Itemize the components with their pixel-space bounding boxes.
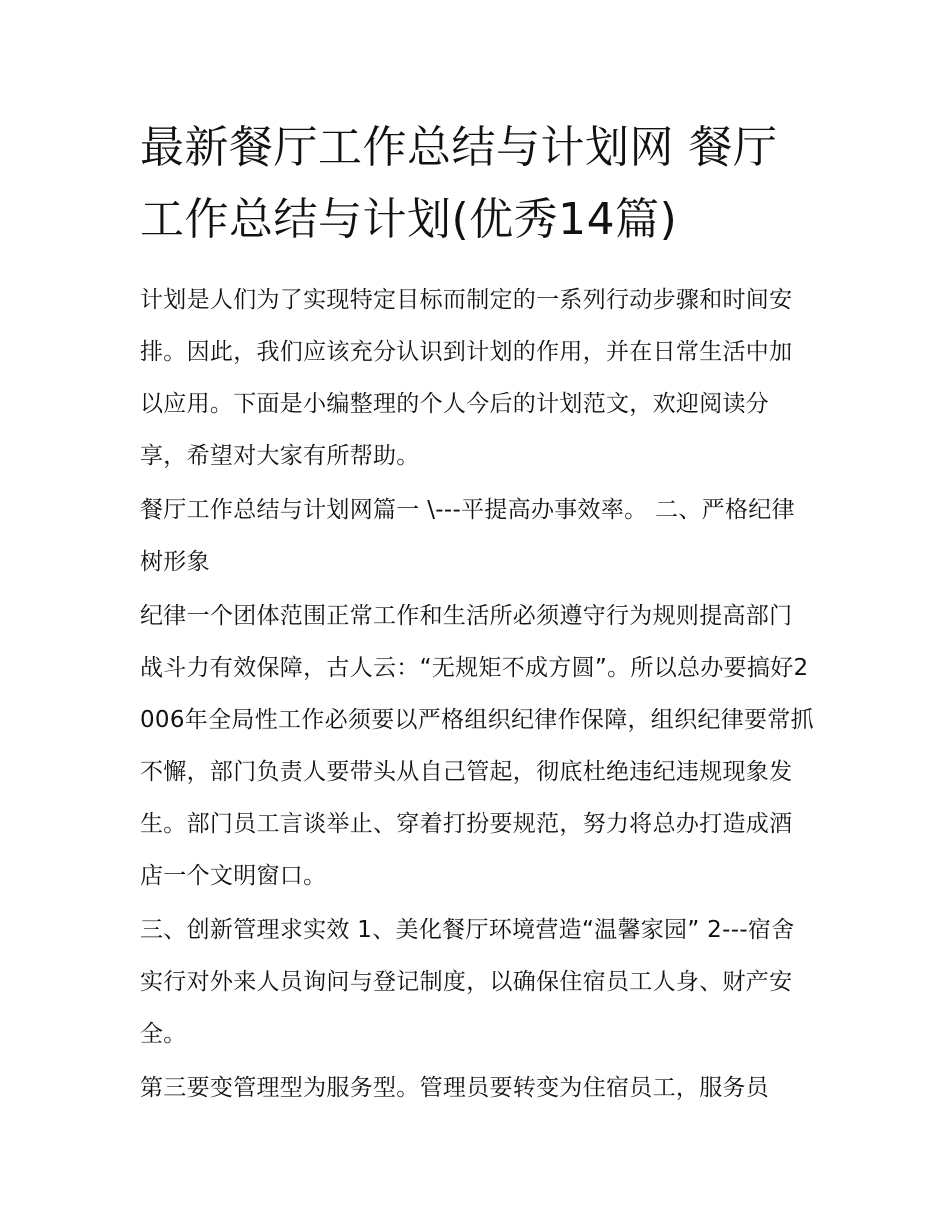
document-body [140, 112, 815, 1116]
paragraph-section-one: 餐厅工作总结与计划网篇一 \---平提高办事效率。 二、严格纪律树形象 [140, 497, 795, 575]
document-title: 最新餐厅工作总结与计划网 餐厅工作总结与计划(优秀14篇) [140, 122, 778, 245]
paragraph-discipline: 纪律一个团体范围正常工作和生活所必须遵守行为规则提高部门战斗力有效保障，古人云：“无规矩不成方圆”。所以总办要搞好2006年全局性工作必须要以严格组织纪律作保障，组织纪律要常抓不懈，部门负责人要带头从自己管起，彻底杜绝违纪违规现象发生。部门员工言谈举止、穿着打扮要规范，努力将总办打造成酒店一个文明窗口。 [140, 603, 814, 889]
paragraph-intro: 计划是人们为了实现特定目标而制定的一系列行动步骤和时间安排。因此，我们应该充分认识到计划的作用，并在日常生活中加以应用。下面是小编整理的个人今后的计划范文，欢迎阅读分享，希望对大家有所帮助。 [140, 287, 793, 469]
paragraph-service: 第三要变管理型为服务型。管理员要转变为住宿员工，服务员 [140, 1075, 770, 1101]
paragraph-innovation: 三、创新管理求实效 1、美化餐厅环境营造“温馨家园” 2---宿舍实行对外来人员询问与登记制度，以确保住宿员工人身、财产安全。 [140, 917, 795, 1047]
